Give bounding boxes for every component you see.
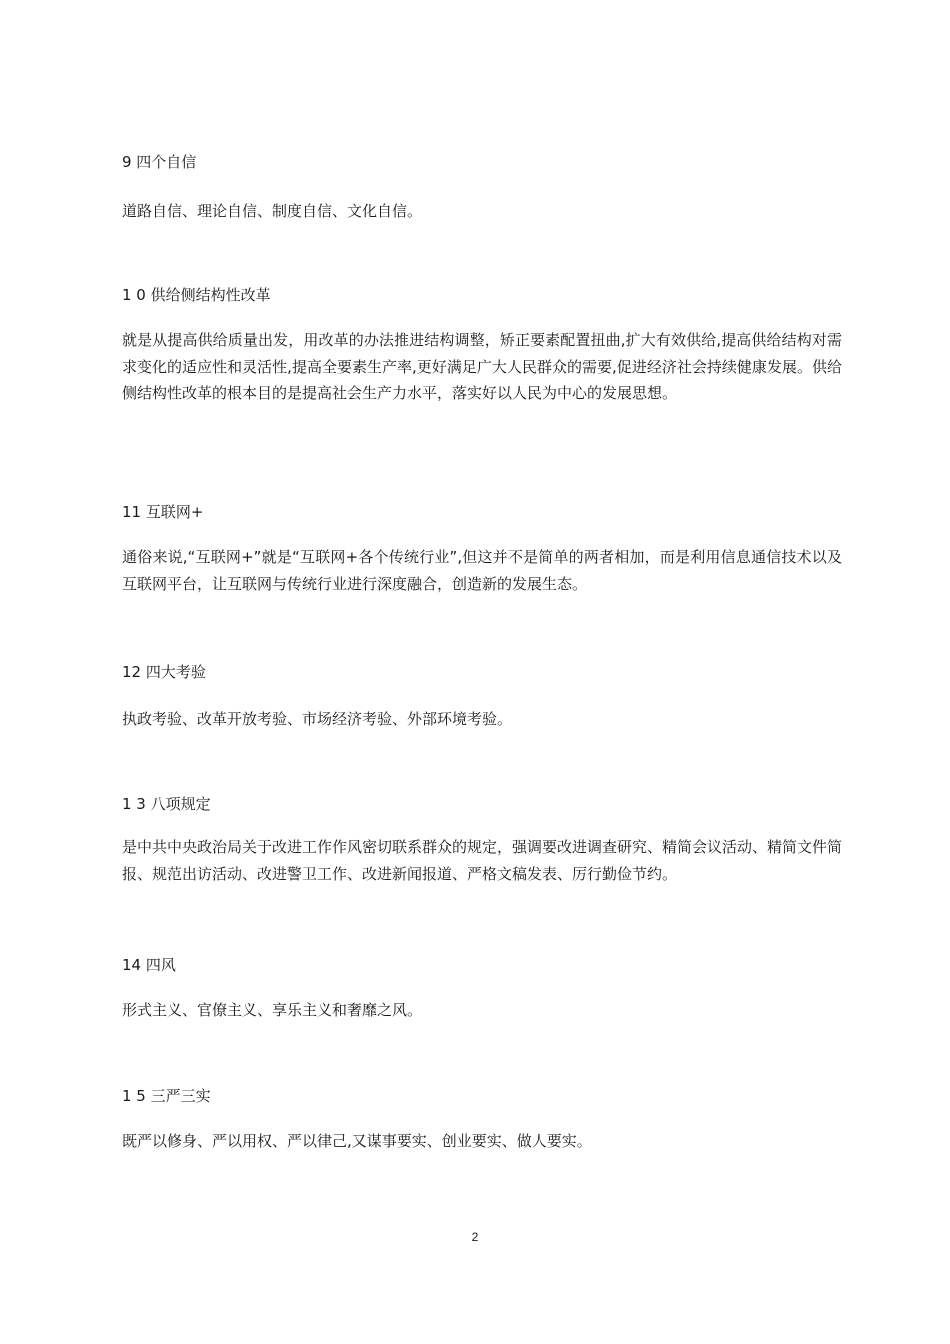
section-body: 道路自信、理论自信、制度自信、文化自信。 [122, 202, 423, 220]
section-three-stricts [122, 1086, 842, 1155]
section-body: 是中共中央政治局关于改进工作作风密切联系群众的规定，强调要改进调查研究、精简会议活动、精简文件简报、规范出访活动、改进警卫工作、改进新闻报道、严格文稿发表、厉行勤俭节约。 [122, 838, 843, 883]
section-body: 通俗来说,“互联网+”就是“互联网+各个传统行业”,但这并不是简单的两者相加，而是利用信息通信技术以及互联网平台，让互联网与传统行业进行深度融合，创造新的发展生态。 [122, 548, 842, 593]
section-four-winds [122, 955, 842, 1024]
section-heading: 1 0 供给侧结构性改革 [122, 286, 271, 304]
section-four-confidences [122, 152, 842, 225]
section-body: 既严以修身、严以用权、严以律己,又谋事要实、创业要实、做人要实。 [122, 1132, 592, 1150]
section-internet-plus [122, 502, 842, 597]
section-heading: 1 3 八项规定 [122, 795, 211, 813]
section-heading: 9 四个自信 [122, 153, 197, 171]
section-heading: 11 互联网+ [122, 503, 204, 521]
section-heading: 1 5 三严三实 [122, 1087, 211, 1105]
section-body: 就是从提高供给质量出发，用改革的办法推进结构调整，矫正要素配置扭曲,扩大有效供给,提高供给结构对需求变化的适应性和灵活性,提高全要素生产率,更好满足广大人民群众的需要,促进经济社会持续健康发展。供给侧结构性改革的根本目的是提高社会生产力水平，落实好以人民为中心的发展思想。 [122, 331, 842, 402]
section-body: 形式主义、官僚主义、享乐主义和奢靡之风。 [122, 1001, 423, 1019]
section-heading: 12 四大考验 [122, 663, 206, 681]
page-number: 2 [471, 1230, 479, 1244]
section-heading: 14 四风 [122, 956, 176, 974]
section-supply-side-reform [122, 285, 842, 407]
section-four-tests [122, 662, 842, 733]
section-eight-rules [122, 794, 842, 887]
section-body: 执政考验、改革开放考验、市场经济考验、外部环境考验。 [122, 710, 513, 728]
